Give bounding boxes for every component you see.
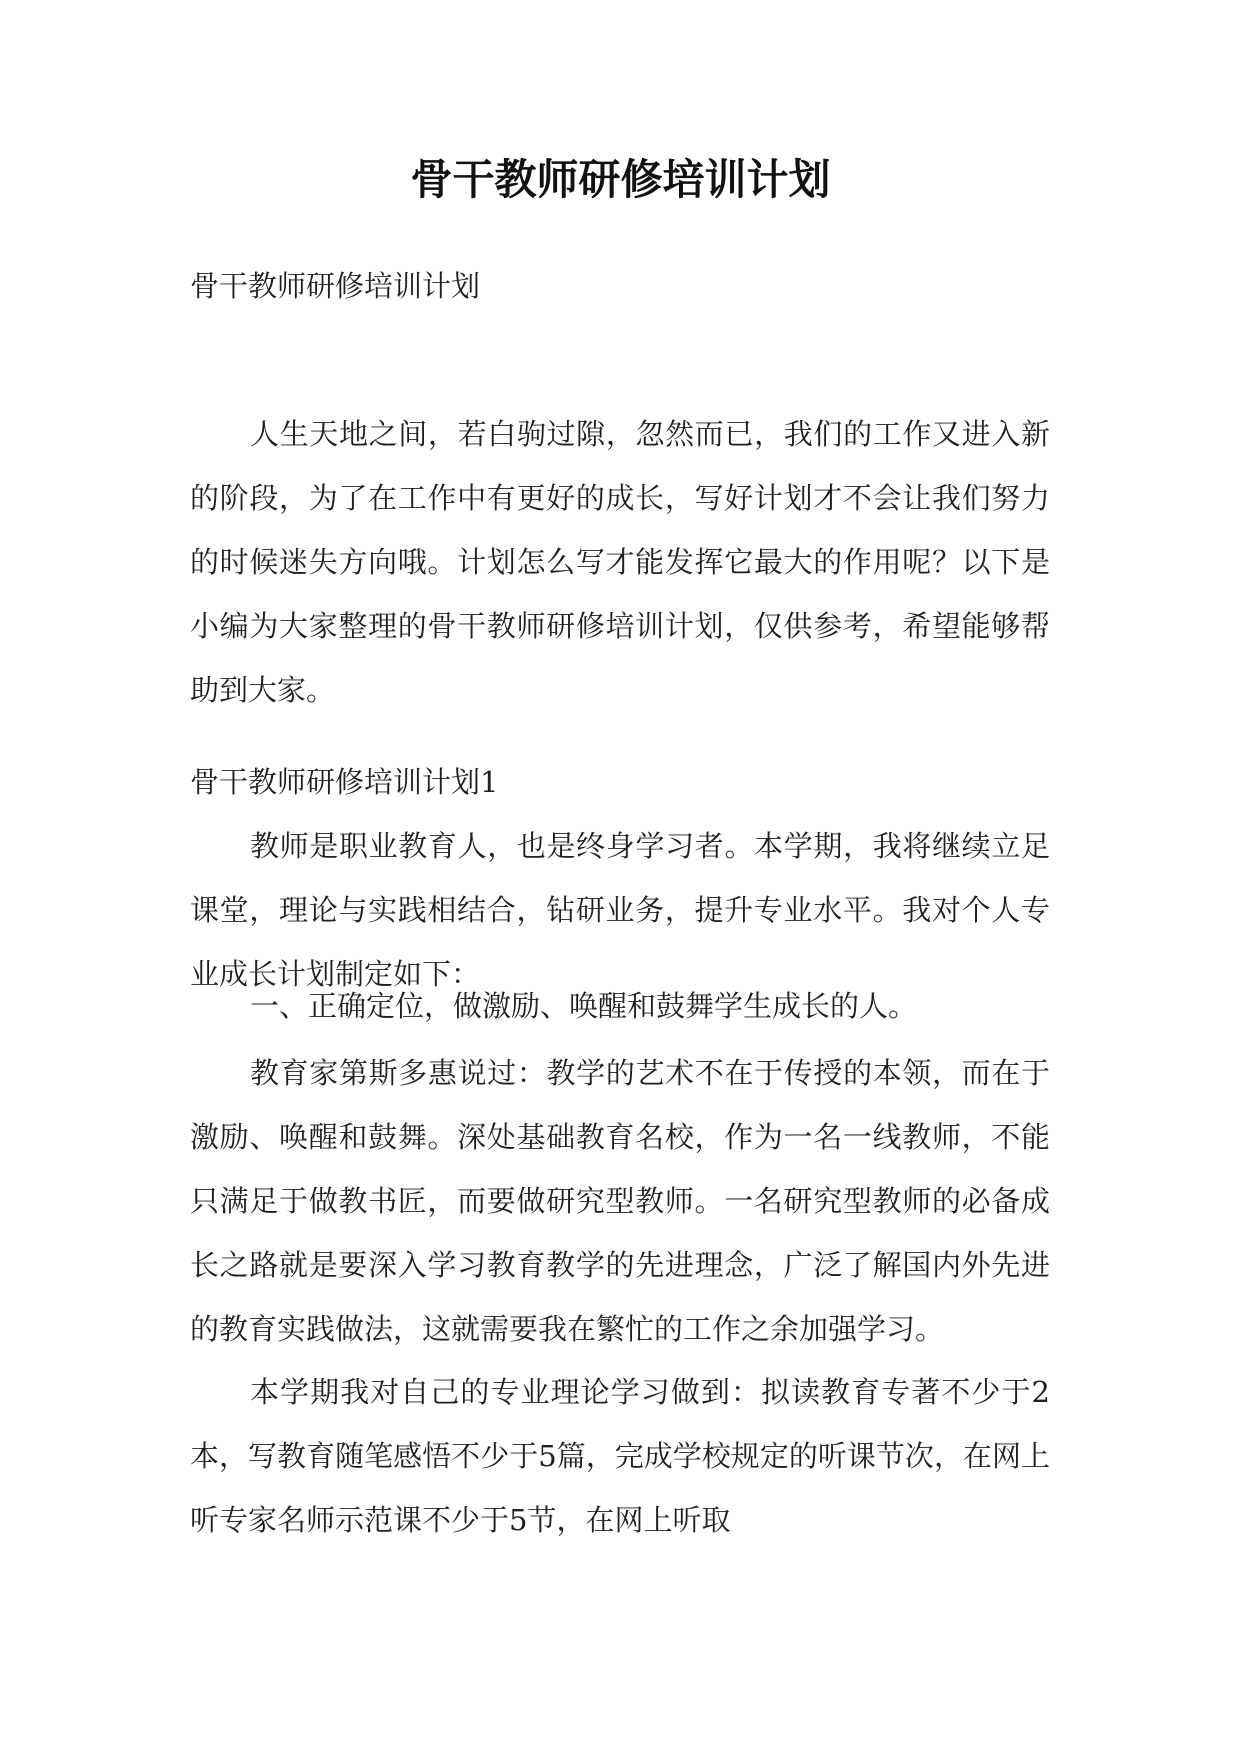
paragraph: 教育家第斯多惠说过：教学的艺术不在于传授的本领，而在于激励、唤醒和鼓舞。深处基础教育名校，作为一名一线教师，不能只满足于做教书匠，而要做研究型教师。一名研究型教师的必备成长之路就是要深入学习教育教学的先进理念，广泛了解国内外先进的教育实践做法，这就需要我在繁忙的工作之余加强学习。: [190, 1056, 1050, 1346]
section-heading: 骨干教师研修培训计划1: [190, 765, 499, 799]
intro-paragraph: 人生天地之间，若白驹过隙，忽然而已，我们的工作又进入新的阶段，为了在工作中有更好的成长，写好计划才不会让我们努力的时候迷失方向哦。计划怎么写才能发挥它最大的作用呢？以下是小编为大家整理的骨干教师研修培训计划，仅供参考，希望能够帮助到大家。: [190, 417, 1050, 707]
paragraph: 教师是职业教育人，也是终身学习者。本学期，我将继续立足课堂，理论与实践相结合，钻研业务，提升专业水平。我对个人专业成长计划制定如下：: [190, 829, 1050, 991]
paragraph-heading-positioning: 一、正确定位，做激励、唤醒和鼓舞学生成长的人。: [250, 989, 918, 1023]
document-subtitle: 骨干教师研修培训计划: [190, 269, 481, 303]
paragraph: 本学期我对自己的专业理论学习做到：拟读教育专著不少于2本，写教育随笔感悟不少于5篇，完成学校规定的听课节次，在网上听专家名师示范课不少于5节，在网上听取: [190, 1375, 1050, 1537]
document-title: 骨干教师研修培训计划: [410, 155, 831, 204]
